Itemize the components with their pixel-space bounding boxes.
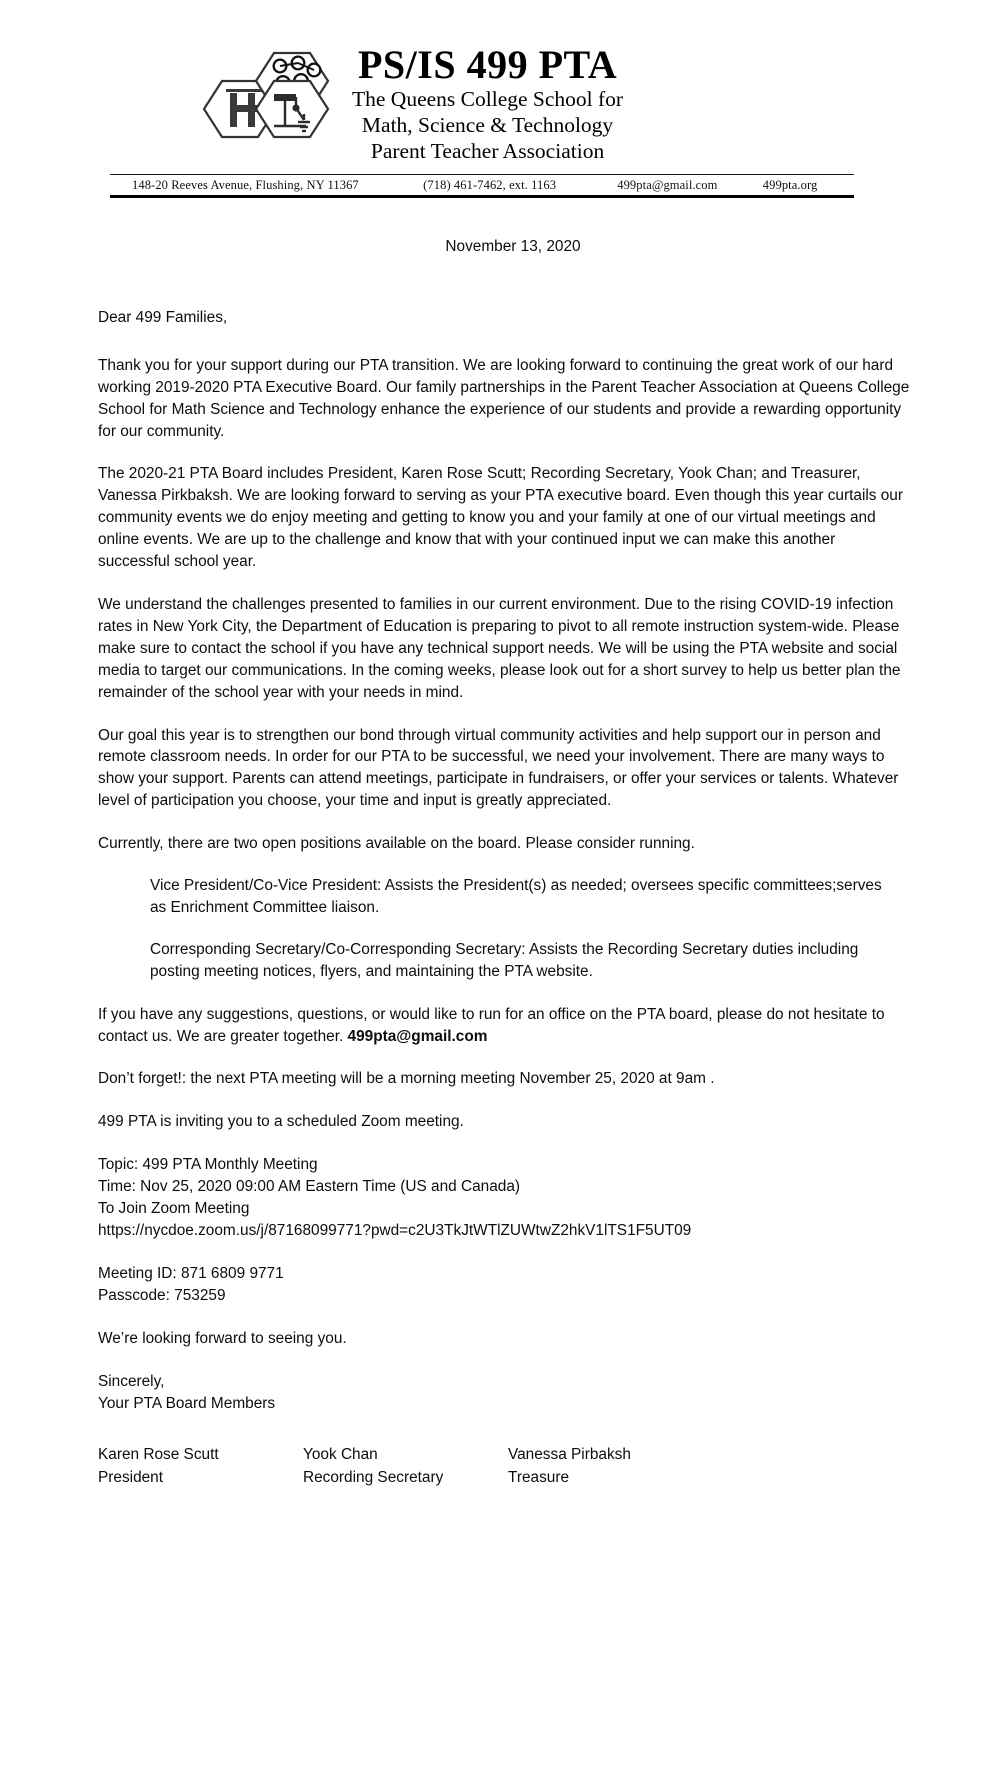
paragraph-covid-remote: We understand the challenges presented to families in our current environment. Due to the rising COVID-19 infection rates in New York City, the Department of Education is preparing to pivot to all remote instruction system-wide. Please make sure to contact the school if you have any technical support needs. We will be using the PTA website and social media to target our communications. In the coming weeks, please look out for a short survey to help us better plan the remainder of the school year with your needs in mind.	[98, 595, 901, 701]
org-title: PS/IS 499 PTA	[357, 42, 618, 87]
zoom-passcode: Passcode: 753259	[98, 1286, 226, 1304]
signature-entry	[508, 1444, 713, 1489]
paragraph-zoom-invite: 499 PTA is inviting you to a scheduled Zoom meeting.	[98, 1113, 464, 1131]
zoom-meeting-details	[98, 1133, 910, 1242]
org-subtitle-line-3: Parent Teacher Association	[370, 139, 605, 164]
contact-text: If you have any suggestions, questions, or would like to run for an office on the PTA board, please do not hesitate to contact us. We are greater together.	[98, 1005, 885, 1045]
paragraph-goal-involvement: Our goal this year is to strengthen our bond through virtual community activities and help support our in person and remote classroom needs. In order for our PTA to be successful, we need your involvement. There are many ways to show your support. Parents can attend meetings, participate in fundraisers, or offer your services or talents. Whatever level of participation you choose, your time and input is greatly appreciated.	[98, 726, 899, 810]
letterhead-contact-bar	[110, 175, 854, 193]
signature-role: Recording Secretary	[303, 1469, 444, 1487]
paragraph-next-meeting-reminder: Don’t forget!: the next PTA meeting will be a morning meeting November 25, 2020 at 9am .	[98, 1070, 715, 1088]
zoom-time: Time: Nov 25, 2020 09:00 AM Eastern Time (US and Canada)	[98, 1178, 521, 1196]
signature-entry	[303, 1444, 508, 1489]
salutation: Dear 499 Families,	[98, 308, 228, 326]
sign-off-sincerely: Sincerely,	[98, 1372, 165, 1390]
signature-name: Yook Chan	[303, 1446, 378, 1464]
paragraph-thank-you: Thank you for your support during our PTA transition. We are looking forward to continuing the great work of our hard working 2019-2020 PTA Executive Board. Our family partnerships in the Parent Teacher Association at Queens College School for Math Science and Technology enhance the experience of our students and provide a rewarding opportunity for our community.	[98, 356, 910, 440]
signature-name: Karen Rose Scutt	[98, 1446, 219, 1464]
signature-entry	[98, 1444, 303, 1489]
org-subtitle-line-1: The Queens College School for	[352, 86, 624, 111]
signature-block	[98, 1414, 910, 1489]
signature-name: Vanessa Pirbaksh	[508, 1446, 631, 1464]
org-subtitle-line-2: Math, Science & Technology	[361, 112, 614, 137]
zoom-credentials	[98, 1242, 910, 1307]
signature-role: Treasure	[508, 1469, 570, 1487]
open-position-vice-president: Vice President/Co-Vice President: Assists the President(s) as needed; oversees specific committees;serves as Enrichment Committee liaison.	[150, 877, 882, 916]
letterhead-address: 148-20 Reeves Avenue, Flushing, NY 11367	[132, 178, 359, 192]
letterhead-email[interactable]: 499pta@gmail.com	[617, 178, 718, 192]
letterhead	[0, 0, 1008, 168]
paragraph-open-positions-intro: Currently, there are two open positions available on the board. Please consider running.	[98, 835, 695, 853]
letter-body	[0, 236, 1008, 1489]
pta-hexagon-logo	[196, 50, 346, 168]
sign-off	[98, 1350, 910, 1415]
open-position-corresponding-secretary: Corresponding Secretary/Co-Corresponding Secretary: Assists the Recording Secretary duties including posting meeting notices, flyers, and maintaining the PTA website.	[150, 940, 859, 980]
zoom-meeting-id: Meeting ID: 871 6809 9771	[98, 1264, 284, 1282]
letterhead-divider-bottom	[110, 195, 854, 198]
letterhead-phone: (718) 461-7462, ext. 1163	[423, 178, 557, 192]
contact-email-link[interactable]: 499pta@gmail.com	[347, 1027, 488, 1045]
letterhead-website[interactable]: 499pta.org	[762, 178, 818, 192]
zoom-join-url[interactable]: https://nycdoe.zoom.us/j/87168099771?pwd=c2U3TkJtWTlZUWtwZ2hkV1lTS1F5UT09	[98, 1222, 692, 1239]
paragraph-contact-us	[98, 983, 910, 1048]
signature-role: President	[98, 1469, 164, 1487]
sign-off-board-members: Your PTA Board Members	[98, 1394, 276, 1412]
paragraph-board-members: The 2020-21 PTA Board includes President, Karen Rose Scutt; Recording Secretary, Yook Chan; and Treasurer, Vanessa Pirkbaksh. We are looking forward to serving as your PTA executive board. Even though this year curtails our community events we do enjoy meeting and getting to know you and your family at one of our virtual meetings and online events. We are up to the challenge and know that with your continued input we can make this another successful school year.	[98, 465, 903, 571]
paragraph-closing: We’re looking forward to seeing you.	[98, 1329, 347, 1347]
letter-date: November 13, 2020	[445, 238, 581, 255]
zoom-topic: Topic: 499 PTA Monthly Meeting	[98, 1156, 318, 1174]
zoom-join-label: To Join Zoom Meeting	[98, 1200, 250, 1218]
